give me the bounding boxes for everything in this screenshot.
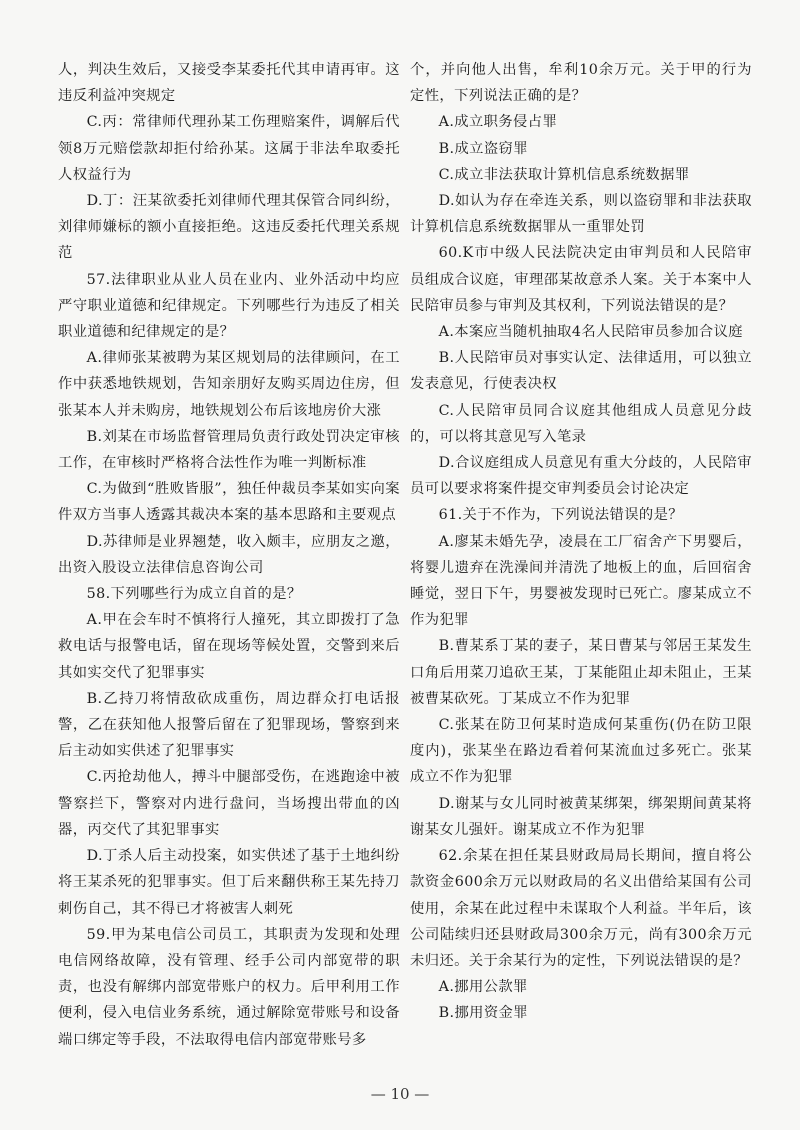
paragraph: B.曹某系丁某的妻子，某日曹某与邻居王某发生口角后用菜刀追砍王某，丁某能阻止却未阻止，王某被曹某砍死。丁某成立不作为犯罪: [410, 638, 752, 707]
paragraph: B.刘某在市场监督管理局负责行政处罚决定审核工作，在审核时严格将合法性作为唯一判断标准: [58, 428, 400, 472]
paragraph: D.苏律师是业界翘楚，收入颇丰，应朋友之邀，出资入股设立法律信息咨询公司: [58, 533, 400, 576]
paragraph: C.人民陪审员同合议庭其他组成人员意见分歧的，可以将其意见写入笔录: [410, 402, 752, 445]
paragraph: A.挪用公款罪: [438, 979, 528, 996]
paragraph: D.丁杀人后主动投案，如实供述了基于土地纠纷将王某杀死的犯罪事实。但丁后来翻供称王某先持刀刺伤自己，其不得已才将被害人刺死: [58, 848, 400, 917]
paragraph: 57.法律职业从业人员在业内、业外活动中均应严守职业道德和纪律规定。下列哪些行为违反了相关职业道德和纪律规定的是？: [58, 271, 400, 341]
paragraph: B.挪用资金罪: [438, 1005, 528, 1022]
paragraph: D.如认为存在牵连关系，则以盗窃罪和非法获取计算机信息系统数据罪从一重罪处罚: [410, 193, 752, 236]
paragraph: B.人民陪审员对事实认定、法律适用，可以独立发表意见，行使表决权: [410, 350, 752, 393]
paragraph: B.成立盗窃罪: [438, 140, 528, 157]
paragraph: A.律师张某被聘为某区规划局的法律顾问，在工作中获悉地铁规划，告知亲朋好友购买周边住房，但张某本人并未购房，地铁规划公布后该地房价大涨: [58, 350, 400, 419]
paragraph: A.本案应当随机抽取4名人民陪审员参加合议庭: [438, 324, 743, 341]
paragraph: C.丙抢劫他人，搏斗中腿部受伤，在逃跑途中被警察拦下，警察对内进行盘问，当场搜出带血的凶器，丙交代了其犯罪事实: [58, 769, 400, 838]
paragraph: A.甲在会车时不慎将行人撞死，其立即拨打了急救电话与报警电话，留在现场等候处置，交警到来后其如实交代了犯罪事实: [58, 612, 400, 681]
paragraph: 60.K市中级人民法院决定由审判员和人民陪审员组成合议庭，审理邵某故意杀人案。关于本案中人民陪审员参与审判及其权利，下列说法错误的是？: [410, 245, 752, 314]
paragraph: C.丙：常律师代理孙某工伤理赔案件，调解后代领8万元赔偿款却拒付给孙某。这属于非法牟取委托人权益行为: [58, 114, 400, 183]
paragraph: 62.余某在担任某县财政局局长期间，擅自将公款资金600余万元以财政局的名义出借给某国有公司使用，余某在此过程中未谋取个人利益。半年后，该公司陆续归还县财政局300余万元，尚有300余万元未归还。关于余某行为的定性，下列说法错误的是？: [410, 848, 752, 969]
paragraph: D.谢某与女儿同时被黄某绑架，绑架期间黄某将谢某女儿强奸。谢某成立不作为犯罪: [410, 795, 752, 838]
paragraph: C.成立非法获取计算机信息系统数据罪: [438, 166, 690, 183]
page-number: — 10 —: [370, 1085, 430, 1103]
paragraph: B.乙持刀将情敌砍成重伤，周边群众打电话报警，乙在获知他人报警后留在了犯罪现场，警察到来后主动如实供述了犯罪事实: [58, 690, 400, 760]
paragraph: A.成立职务侵占罪: [438, 114, 558, 131]
paragraph: A.廖某未婚先孕，凌晨在工厂宿舍产下男婴后，将婴儿遗弃在洗澡间并清洗了地板上的血，后回宿舍睡觉，翌日下午，男婴被发现时已死亡。廖某成立不作为犯罪: [410, 533, 752, 629]
paragraph: 个，并向他人出售，牟利10余万元。关于甲的行为定性，下列说法正确的是？: [410, 62, 752, 105]
paragraph: D.合议庭组成人员意见有重大分歧的，人民陪审员可以要求将案件提交审判委员会讨论决定: [410, 455, 752, 498]
paragraph: 61.关于不作为，下列说法错误的是？: [438, 507, 683, 524]
paragraph: 59.甲为某电信公司员工，其职责为发现和处理电信网络故障，没有管理、经手公司内部宽带的职责，也没有解绑内部宽带账户的权力。后甲利用工作便利，侵入电信业务系统，通过解除宽带账号和设备端口绑定等手段，不法取得电信内部宽带账号多: [58, 926, 400, 1048]
paragraph: 58.下列哪些行为成立自首的是？: [86, 586, 302, 603]
paragraph: 人，判决生效后，又接受李某委托代其申请再审。这违反利益冲突规定: [58, 62, 400, 105]
right-column: [410, 57, 752, 1027]
paragraph: D.丁：汪某欲委托刘律师代理其保管合同纠纷，刘律师嫌标的额小直接拒绝。这违反委托代理关系规范: [58, 193, 400, 262]
paragraph: C.为做到“胜败皆服”，独任仲裁员李某如实向案件双方当事人透露其裁决本案的基本思路和主要观点: [58, 481, 400, 524]
left-column: [58, 57, 400, 1053]
paragraph: C.张某在防卫何某时造成何某重伤(仍在防卫限度内)，张某坐在路边看着何某流血过多死亡。张某成立不作为犯罪: [410, 717, 752, 786]
